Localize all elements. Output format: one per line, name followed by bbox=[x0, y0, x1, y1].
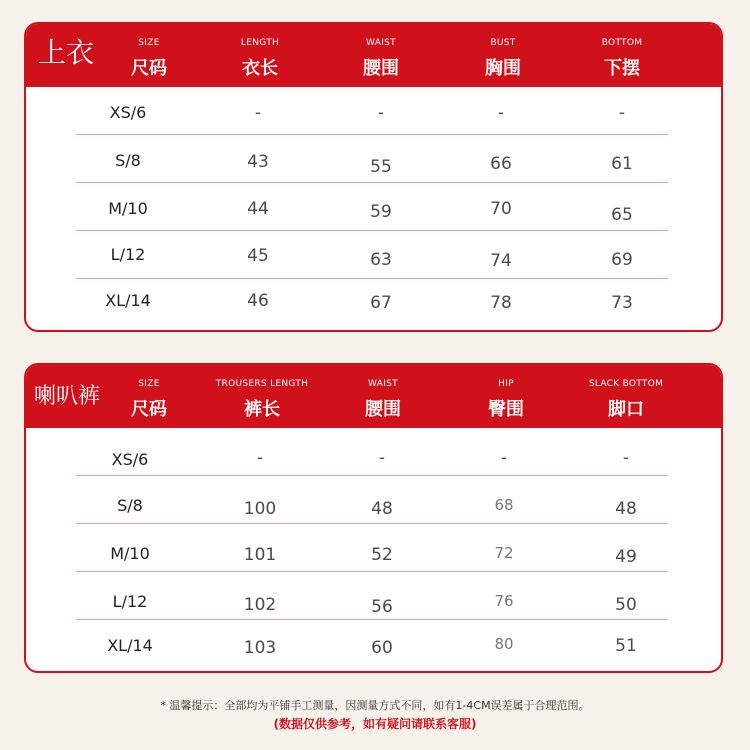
size-cell: S/8 bbox=[117, 496, 143, 515]
pants-title: 喇叭裤 bbox=[34, 384, 101, 409]
table-row bbox=[76, 572, 668, 620]
top-col-length-cn: 衣长 bbox=[242, 58, 278, 79]
pants-col-bottom-en: SLACK BOTTOM bbox=[588, 379, 664, 389]
waist-cell: 60 bbox=[371, 638, 393, 658]
table-row bbox=[76, 524, 668, 572]
pants-col-waist-cn: 腰围 bbox=[365, 399, 401, 420]
table-row bbox=[76, 476, 668, 524]
bottom-cell: 61 bbox=[611, 154, 633, 174]
length-cell: 102 bbox=[243, 595, 277, 615]
size-cell: M/10 bbox=[108, 199, 148, 218]
hip-cell: - bbox=[500, 448, 508, 468]
top-col-bottom bbox=[547, 24, 697, 87]
bottom-cell: - bbox=[618, 103, 626, 123]
bottom-cell: 48 bbox=[615, 499, 637, 519]
top-col-bust-cn: 胸围 bbox=[485, 58, 521, 79]
size-cell: XS/6 bbox=[109, 103, 147, 122]
waist-cell: 56 bbox=[371, 597, 393, 617]
hip-cell: 68 bbox=[494, 496, 514, 514]
pants-size-chart bbox=[24, 363, 723, 673]
pants-col-bottom bbox=[551, 365, 701, 428]
length-cell: 45 bbox=[247, 246, 269, 266]
hip-cell: 80 bbox=[494, 635, 514, 653]
reference-disclaimer: (数据仅供参考，如有疑问请联系客服) bbox=[273, 717, 477, 731]
length-cell: - bbox=[256, 448, 264, 468]
pants-col-hip-cn: 臀围 bbox=[488, 399, 524, 420]
table-row bbox=[76, 231, 668, 279]
bust-cell: 74 bbox=[490, 251, 512, 271]
pants-col-length-cn: 裤长 bbox=[244, 399, 280, 420]
top-col-waist-en: WAIST bbox=[366, 38, 396, 48]
table-row bbox=[76, 87, 668, 135]
size-cell: L/12 bbox=[112, 592, 148, 611]
table-row bbox=[76, 279, 668, 326]
bottom-cell: 51 bbox=[615, 636, 637, 656]
bottom-cell: 73 bbox=[611, 293, 633, 313]
size-cell: L/12 bbox=[110, 245, 146, 264]
top-header bbox=[26, 24, 721, 87]
waist-cell: - bbox=[378, 448, 386, 468]
top-col-size-cn: 尺码 bbox=[131, 58, 167, 79]
bust-cell: - bbox=[497, 103, 505, 123]
pants-col-length-en: TROUSERS LENGTH bbox=[215, 379, 309, 389]
size-cell: S/8 bbox=[115, 151, 141, 170]
pants-col-bottom-cn: 脚口 bbox=[608, 399, 644, 420]
size-cell: XL/14 bbox=[105, 291, 151, 310]
size-cell: M/10 bbox=[110, 544, 150, 563]
waist-cell: 63 bbox=[370, 250, 392, 270]
waist-cell: 52 bbox=[371, 545, 393, 565]
waist-cell: 59 bbox=[370, 202, 392, 222]
pants-col-waist-en: WAIST bbox=[368, 379, 398, 389]
top-col-bust-en: BUST bbox=[490, 38, 516, 48]
length-cell: - bbox=[254, 103, 262, 123]
bust-cell: 66 bbox=[490, 154, 512, 174]
bust-cell: 70 bbox=[490, 199, 512, 219]
size-cell: XS/6 bbox=[111, 450, 149, 469]
top-col-bottom-en: BOTTOM bbox=[601, 38, 643, 48]
bottom-cell: 69 bbox=[611, 250, 633, 270]
waist-cell: 55 bbox=[370, 157, 392, 177]
pants-col-hip-en: HIP bbox=[498, 379, 514, 389]
top-col-length-en: LENGTH bbox=[240, 38, 280, 48]
pants-col-size bbox=[114, 365, 184, 428]
table-row bbox=[76, 135, 668, 183]
length-cell: 100 bbox=[243, 499, 277, 519]
waist-cell: - bbox=[377, 103, 385, 123]
bottom-cell: 50 bbox=[615, 595, 637, 615]
bust-cell: 78 bbox=[490, 293, 512, 313]
top-col-bottom-cn: 下摆 bbox=[604, 58, 640, 79]
length-cell: 43 bbox=[247, 152, 269, 172]
length-cell: 44 bbox=[247, 199, 269, 219]
table-row bbox=[76, 428, 668, 476]
waist-cell: 48 bbox=[371, 499, 393, 519]
length-cell: 46 bbox=[247, 291, 269, 311]
length-cell: 103 bbox=[243, 638, 277, 658]
waist-cell: 67 bbox=[370, 293, 392, 313]
bottom-cell: 49 bbox=[615, 547, 637, 567]
top-size-chart bbox=[24, 22, 723, 332]
hip-cell: 76 bbox=[494, 592, 514, 610]
bottom-cell: - bbox=[622, 448, 630, 468]
top-col-size-en: SIZE bbox=[138, 38, 160, 48]
pants-col-size-en: SIZE bbox=[138, 379, 160, 389]
bottom-cell: 65 bbox=[611, 205, 633, 225]
hip-cell: 72 bbox=[494, 544, 514, 562]
table-row bbox=[76, 183, 668, 231]
length-cell: 101 bbox=[243, 545, 277, 565]
size-cell: XL/14 bbox=[107, 636, 153, 655]
top-col-waist-cn: 腰围 bbox=[363, 58, 399, 79]
top-col-size bbox=[114, 24, 184, 87]
pants-header bbox=[26, 365, 721, 428]
table-row bbox=[76, 620, 668, 667]
pants-col-size-cn: 尺码 bbox=[131, 399, 167, 420]
measurement-tip: * 温馨提示：全部均为平铺手工测量，因测量方式不同，如有1-4CM误差属于合理范围。 bbox=[160, 699, 590, 712]
top-title: 上衣 bbox=[38, 36, 95, 69]
